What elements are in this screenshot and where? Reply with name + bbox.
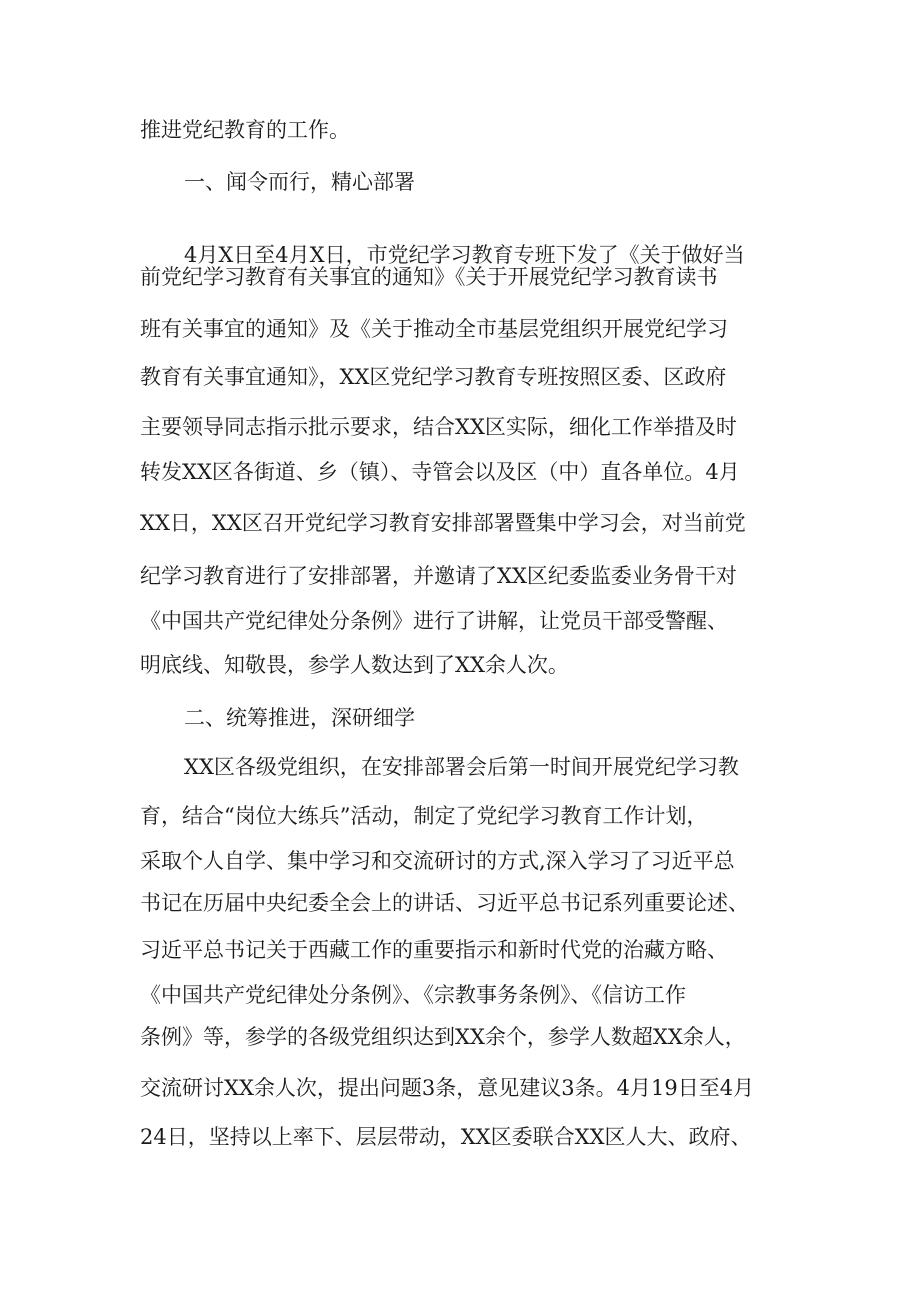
paragraph-line: 育，结合“岗位大练兵”活动，制定了党纪学习教育工作计划， [140, 804, 708, 828]
paragraph-line: 交流研讨XX余人次，提出问题3条，意见建议3条。4月19日至4月 [140, 1076, 755, 1100]
paragraph-line: XX区各级党组织，在安排部署会后第一时间开展党纪学习教 [184, 755, 739, 779]
paragraph-line: 4月X日至4月X日，市党纪学习教育专班下发了《关于做好当 [184, 243, 745, 267]
paragraph-line: 明底线、知敬畏，参学人数达到了XX余人次。 [140, 653, 569, 677]
paragraph-line: 《中国共产党纪律处分条例》进行了讲解，让党员干部受警醒、 [140, 609, 728, 633]
paragraph-line: 《中国共产党纪律处分条例》、《宗教事务条例》、《信访工作 [140, 983, 686, 1007]
paragraph-line: 转发XX区各街道、乡（镇）、寺管会以及区（中）直各单位。4月 [140, 460, 740, 484]
paragraph-line: 条例》等，参学的各级党组织达到XX余个，参学人数超XX余人， [140, 1025, 746, 1049]
section-heading-1: 一、闻令而行，精心部署 [184, 170, 415, 194]
paragraph-line: 班有关事宜的通知》及《关于推动全市基层党组织开展党纪学习 [140, 317, 728, 341]
paragraph-line: XX日，XX区召开党纪学习教育安排部署暨集中学习会，对当前党 [140, 511, 746, 535]
section-heading-2: 二、统筹推进，深研细学 [184, 706, 415, 730]
paragraph-line: 教育有关事宜通知》，XX区党纪学习教育专班按照区委、区政府 [140, 365, 727, 389]
paragraph-line: 24日，坚持以上率下、层层带动，XX区委联合XX区人大、政府、 [140, 1125, 752, 1149]
paragraph-line: 主要领导同志指示批示要求，结合XX区实际，细化工作举措及时 [140, 415, 737, 439]
paragraph-line: 采取个人自学、集中学习和交流研讨的方式,深入学习了习近平总 [140, 849, 735, 873]
paragraph-line: 纪学习教育进行了安排部署，并邀请了XX区纪委监委业务骨干对 [140, 564, 737, 588]
paragraph-line: 前党纪学习教育有关事宜的通知》《关于开展党纪学习教育读书 [140, 265, 718, 289]
text-line: 推进党纪教育的工作。 [140, 118, 350, 142]
paragraph-line: 书记在历届中央纪委全会上的讲话、习近平总书记系列重要论述、 [140, 891, 749, 915]
paragraph-line: 习近平总书记关于西藏工作的重要指示和新时代党的治藏方略、 [140, 938, 728, 962]
